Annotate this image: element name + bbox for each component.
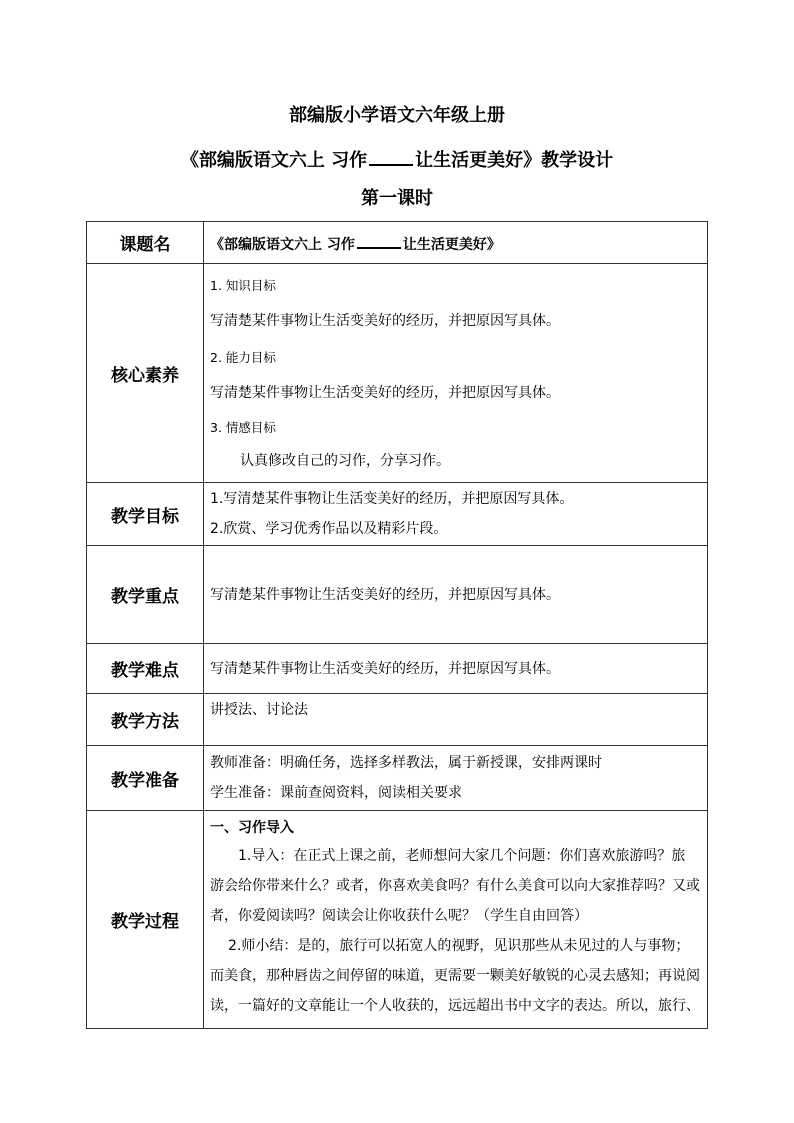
difficulty-text: 写清楚某件事物让生活变美好的经历，并把原因写具体。 bbox=[204, 644, 708, 694]
row-difficulty bbox=[87, 644, 708, 694]
label-method: 教学方法 bbox=[87, 694, 204, 746]
focus-text: 写清楚某件事物让生活变美好的经历，并把原因写具体。 bbox=[204, 546, 708, 644]
row-focus bbox=[87, 546, 708, 644]
topic-value bbox=[204, 222, 708, 264]
label-difficulty: 教学难点 bbox=[87, 644, 204, 694]
topic-blank bbox=[357, 229, 401, 249]
row-prep bbox=[87, 746, 708, 811]
subtitle-right: 让生活更美好》教学设计 bbox=[415, 150, 614, 171]
goal-1: 1.写清楚某件事物让生活变美好的经历，并把原因写具体。 bbox=[210, 491, 574, 507]
label-process: 教学过程 bbox=[87, 811, 204, 1029]
core-heading-1: 1. 知识目标 bbox=[210, 278, 276, 293]
subtitle-left: 《部编版语文六上 习作 bbox=[180, 150, 368, 171]
process-content bbox=[204, 811, 708, 1029]
core-heading-2: 2. 能力目标 bbox=[210, 350, 276, 365]
process-p2-line2: 而美食，那种唇齿之间停留的味道，更需要一颗美好敏锐的心灵去感知；再说阅 bbox=[210, 968, 700, 984]
prep-teacher: 教师准备：明确任务，选择多样教法，属于新授课，安排两课时 bbox=[210, 755, 602, 771]
lesson-plan-table bbox=[86, 221, 708, 1029]
label-topic: 课题名 bbox=[87, 222, 204, 264]
process-p2-line3: 读，一篇好的文章能让一个人收获的，远远超出书中文字的表达。所以，旅行、 bbox=[210, 998, 700, 1014]
row-core bbox=[87, 264, 708, 483]
process-p1-line1: 1.导入：在正式上课之前，老师想问大家几个问题：你们喜欢旅游吗？旅 bbox=[238, 848, 686, 864]
process-p1-line3: 者，你爱阅读吗？阅读会让你收获什么呢？（学生自由回答） bbox=[210, 908, 588, 924]
lesson-label: 第一课时 bbox=[361, 188, 433, 209]
prep-content bbox=[204, 746, 708, 811]
label-core: 核心素养 bbox=[87, 264, 204, 483]
document-title: 部编版小学语文六年级上册 bbox=[289, 105, 505, 126]
core-text-1: 写清楚某件事物让生活变美好的经历，并把原因写具体。 bbox=[210, 313, 560, 329]
core-heading-3: 3. 情感目标 bbox=[210, 420, 276, 435]
process-p2-line1: 2.师小结：是的，旅行可以拓宽人的视野，见识那些从未见过的人与事物； bbox=[228, 938, 690, 954]
process-p1-line2: 游会给你带来什么？或者，你喜欢美食吗？有什么美食可以向大家推荐吗？又或 bbox=[210, 878, 700, 894]
topic-left: 《部编版语文六上 习作 bbox=[210, 236, 355, 253]
process-section: 一、习作导入 bbox=[210, 820, 294, 836]
row-goals bbox=[87, 483, 708, 546]
core-text-2: 写清楚某件事物让生活变美好的经历，并把原因写具体。 bbox=[210, 385, 560, 401]
prep-student: 学生准备：课前查阅资料，阅读相关要求 bbox=[210, 785, 462, 801]
label-prep: 教学准备 bbox=[87, 746, 204, 811]
method-text: 讲授法、讨论法 bbox=[204, 694, 708, 746]
goal-2: 2.欣赏、学习优秀作品以及精彩片段。 bbox=[210, 521, 448, 537]
document-subtitle bbox=[0, 146, 794, 173]
core-text-3: 认真修改自己的习作，分享习作。 bbox=[240, 453, 450, 469]
row-process bbox=[87, 811, 708, 1029]
topic-right: 让生活更美好》 bbox=[402, 236, 501, 253]
label-goals: 教学目标 bbox=[87, 483, 204, 546]
goals-content bbox=[204, 483, 708, 546]
subtitle-blank bbox=[369, 146, 413, 166]
label-focus: 教学重点 bbox=[87, 546, 204, 644]
core-content bbox=[204, 264, 708, 483]
row-topic bbox=[87, 222, 708, 264]
row-method bbox=[87, 694, 708, 746]
